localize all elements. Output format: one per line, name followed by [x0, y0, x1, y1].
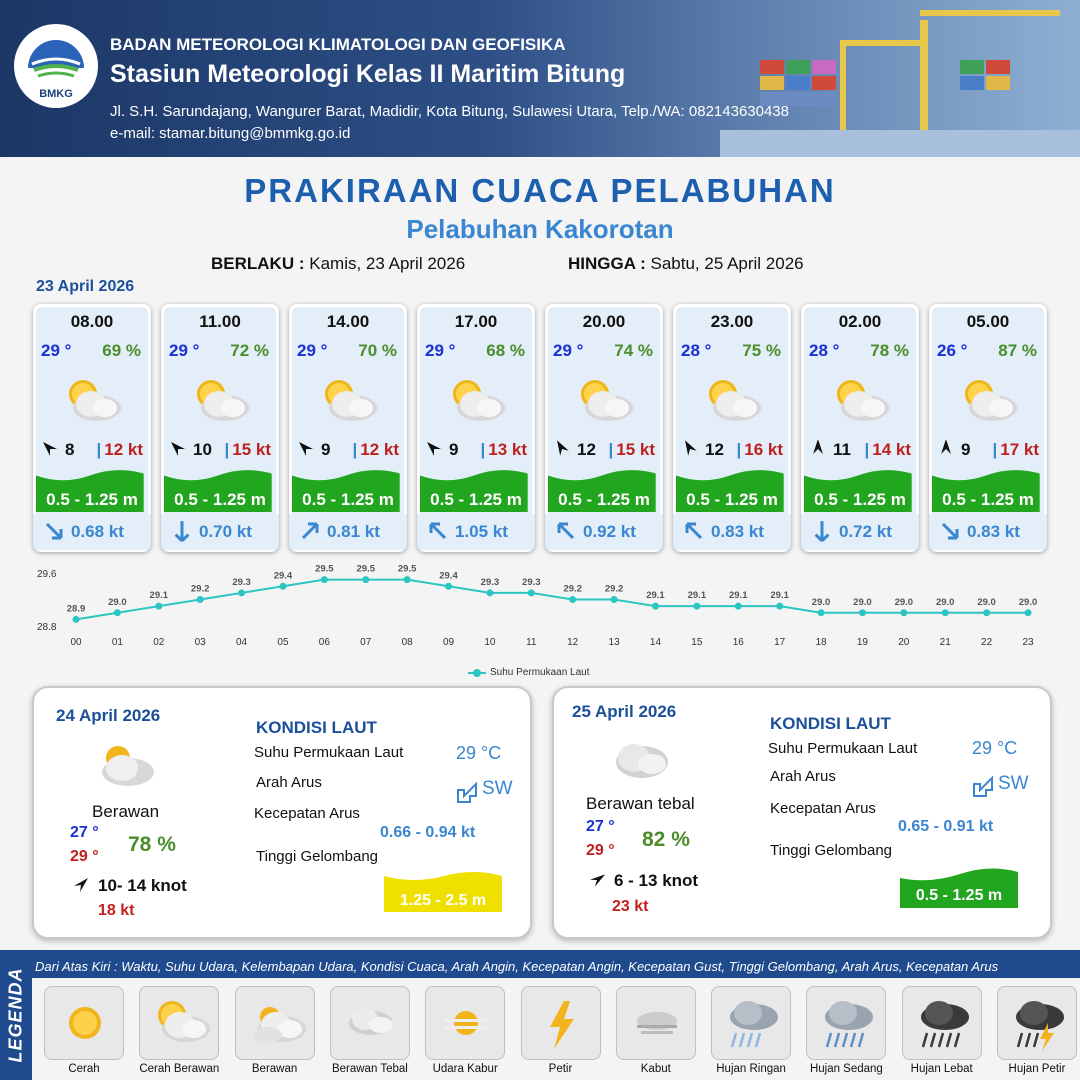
data-point: [321, 576, 328, 583]
x-tick-label: 01: [111, 637, 123, 648]
card-humidity: 72 %: [230, 341, 269, 360]
day-tmax: 29 °: [586, 842, 615, 859]
card-gust: [608, 440, 655, 460]
data-point: [279, 583, 286, 590]
wind-direction-icon: [41, 440, 59, 458]
chart-legend-label: Suhu Permukaan Laut: [490, 667, 590, 678]
hujan-petir-icon: [1008, 995, 1068, 1053]
separator: |: [864, 440, 870, 459]
wind-direction-icon: [681, 440, 699, 458]
card-time: 02.00: [838, 312, 882, 331]
hourly-card: [33, 304, 151, 552]
hourly-card: [417, 304, 535, 552]
separator: |: [736, 440, 742, 459]
x-tick-label: 12: [567, 637, 579, 648]
legend-item: [330, 986, 410, 1060]
kabut-icon: [627, 995, 687, 1053]
data-label: 29.0: [853, 596, 872, 608]
card-time: 08.00: [70, 312, 114, 331]
wind-direction-icon: [72, 876, 90, 894]
legend-item: [711, 986, 791, 1060]
day-gust: 18 kt: [98, 902, 135, 919]
card-current-speed: 0.92 kt: [583, 522, 636, 541]
wave-height-value: 1.25 - 2.5 m: [399, 892, 487, 909]
x-tick-label: 21: [939, 637, 951, 648]
card-current-speed: 0.81 kt: [327, 522, 380, 541]
data-point: [818, 609, 825, 616]
card-wind-speed: 9: [321, 440, 331, 459]
data-label: 29.1: [729, 590, 748, 602]
chart-legend-marker: [468, 669, 486, 677]
wave-height-label: Tinggi Gelombang: [256, 848, 379, 865]
x-tick-label: 16: [732, 637, 744, 648]
header-banner: [0, 0, 1080, 157]
legend-item: [806, 986, 886, 1060]
day1-date: 23 April 2026: [36, 278, 135, 295]
card-time: 14.00: [326, 312, 370, 331]
card-wave-height: 0.5 - 1.25 m: [430, 490, 522, 509]
card-current-speed: 0.72 kt: [839, 522, 892, 541]
cerah-berawan-icon: [317, 374, 383, 424]
data-point: [445, 583, 452, 590]
card-gust: [96, 440, 143, 460]
day-tmin: 27 °: [586, 818, 615, 835]
data-label: 29.2: [604, 583, 624, 595]
separator: |: [608, 440, 614, 459]
x-tick-label: 19: [856, 637, 868, 648]
separator: |: [96, 440, 102, 459]
legend-item-label: Hujan Sedang: [809, 1063, 883, 1075]
day-gust: 23 kt: [612, 898, 649, 915]
legend-item-label: Cerah Berawan: [139, 1063, 220, 1075]
card-time: 11.00: [199, 312, 241, 331]
bmkg-logo: [14, 24, 98, 108]
cerah-berawan-icon: [957, 374, 1023, 424]
day-date: 25 April 2026: [572, 702, 677, 721]
card-wave-height: 0.5 - 1.25 m: [814, 490, 906, 509]
card-temperature: 29 °: [169, 341, 200, 360]
valid-from-label: BERLAKU :: [211, 254, 305, 273]
card-temperature: 26 °: [937, 341, 968, 360]
data-label: 29.3: [232, 576, 251, 588]
hourly-card: [289, 304, 407, 552]
petir-icon: [532, 995, 592, 1053]
chart-legend: [468, 667, 590, 678]
card-gust: [736, 440, 783, 460]
day-humidity: 78 %: [128, 833, 176, 856]
card-gust-value: 16 kt: [744, 440, 783, 459]
x-tick-label: 14: [649, 637, 662, 648]
port-illustration: [720, 0, 1080, 157]
data-label: 29.4: [439, 570, 458, 582]
card-temperature: 28 °: [681, 341, 712, 360]
separator: |: [352, 440, 358, 459]
station-email: e-mail: stamar.bitung@bmmkg.go.id: [110, 125, 351, 142]
legend-item: [139, 986, 219, 1060]
card-current-speed: 0.83 kt: [967, 522, 1020, 541]
x-tick-label: 09: [442, 637, 455, 648]
card-temperature: 29 °: [425, 341, 456, 360]
berawan-tebal-icon: [606, 734, 676, 784]
port-name: Pelabuhan Kakorotan: [406, 214, 674, 244]
separator: |: [224, 440, 230, 459]
data-point: [942, 609, 949, 616]
cerah-icon: [55, 995, 115, 1053]
x-tick-label: 11: [526, 637, 537, 648]
card-humidity: 75 %: [742, 341, 781, 360]
x-tick-label: 17: [774, 637, 786, 648]
data-point: [73, 616, 80, 623]
valid-from: [211, 254, 465, 274]
data-point: [735, 603, 742, 610]
current-direction-label: Arah Arus: [770, 768, 836, 785]
wind-direction-icon: [809, 440, 827, 458]
data-label: 29.4: [273, 570, 293, 582]
x-tick-label: 05: [277, 637, 289, 648]
current-direction-icon: [454, 780, 480, 806]
day-humidity: 82 %: [642, 828, 690, 851]
data-label: 29.1: [149, 590, 169, 602]
data-label: 29.2: [190, 583, 210, 595]
data-label: 29.1: [646, 590, 665, 602]
wave-height-value: 0.5 - 1.25 m: [915, 887, 1003, 904]
data-point: [528, 589, 535, 596]
card-gust-value: 17 kt: [1000, 440, 1039, 459]
data-point: [1025, 609, 1032, 616]
x-tick-label: 22: [981, 637, 993, 648]
x-tick-label: 04: [236, 637, 248, 648]
data-point: [569, 596, 576, 603]
data-point: [238, 589, 245, 596]
page-title: PRAKIRAAN CUACA PELABUHAN: [244, 172, 836, 209]
valid-to: [568, 254, 804, 274]
current-direction-icon: [171, 520, 193, 542]
hujan-ringan-icon: [722, 995, 782, 1053]
card-gust-value: 13 kt: [488, 440, 527, 459]
wind-direction-icon: [553, 440, 571, 458]
day-tmin: 27 °: [70, 824, 99, 841]
sst-value: 29 °C: [456, 743, 502, 763]
logo-text: BMKG: [39, 88, 73, 100]
current-direction-icon: [811, 520, 833, 542]
berawan-icon: [246, 995, 306, 1053]
current-direction-label: Arah Arus: [256, 774, 322, 791]
data-point: [900, 609, 907, 616]
x-tick-label: 13: [608, 637, 620, 648]
data-point: [486, 589, 493, 596]
y-tick-label: 29.6: [37, 569, 57, 580]
legend-item-label: Hujan Ringan: [716, 1063, 786, 1075]
sst-value: 29 °C: [972, 738, 1018, 758]
legend-description: Dari Atas Kiri : Waktu, Suhu Udara, Kelembapan Udara, Kondisi Cuaca, Arah Angin, Kecepatan Angin, Kecepatan Gust, Tinggi Gelombang, Arah Arus, Kecepatan Arus: [35, 959, 999, 974]
legend-title: [4, 953, 28, 1077]
data-point: [693, 603, 700, 610]
sst-label: Suhu Permukaan Laut: [768, 740, 918, 757]
data-label: 29.2: [563, 583, 582, 595]
wind-direction-icon: [169, 440, 187, 458]
x-tick-label: 23: [1022, 637, 1034, 648]
day-date: 24 April 2026: [56, 706, 161, 725]
sea-condition-heading: KONDISI LAUT: [770, 714, 891, 733]
x-tick-label: 00: [70, 637, 82, 648]
data-label: 29.0: [1018, 596, 1038, 608]
legend-item: [235, 986, 315, 1060]
card-temperature: 29 °: [41, 341, 72, 360]
data-label: 29.5: [356, 563, 375, 575]
card-current-speed: 0.83 kt: [711, 522, 764, 541]
card-wind-speed: 9: [961, 440, 971, 459]
legend-item-label: Hujan Lebat: [910, 1063, 973, 1075]
legend-item: [44, 986, 124, 1060]
card-wind-speed: 8: [65, 440, 75, 459]
card-temperature: 28 °: [809, 341, 840, 360]
card-wave-height: 0.5 - 1.25 m: [46, 490, 138, 509]
cerah-berawan-icon: [61, 374, 127, 424]
x-tick-label: 15: [691, 637, 703, 648]
card-time: 20.00: [582, 312, 626, 331]
legend-item-label: Berawan Tebal: [331, 1063, 408, 1075]
cerah-berawan-icon: [150, 995, 210, 1053]
card-wave-height: 0.5 - 1.25 m: [942, 490, 1034, 509]
hourly-card: [161, 304, 279, 552]
cerah-berawan-icon: [829, 374, 895, 424]
day-wind: 10- 14 knot: [98, 876, 187, 895]
card-humidity: 69 %: [102, 341, 141, 360]
day-wind: 6 - 13 knot: [614, 871, 699, 890]
card-gust: [864, 440, 911, 460]
berawan-tebal-icon: [341, 995, 401, 1053]
card-current-speed: 0.68 kt: [71, 522, 124, 541]
x-tick-label: 18: [815, 637, 827, 648]
card-gust-value: 12 kt: [104, 440, 143, 459]
day-tmax: 29 °: [70, 848, 99, 865]
station-name: Stasiun Meteorologi Kelas II Maritim Bitung: [110, 60, 626, 88]
hourly-card: [929, 304, 1047, 552]
separator: |: [992, 440, 998, 459]
legend-item-label: Cerah: [68, 1063, 100, 1075]
legend-item-label: Hujan Petir: [1008, 1063, 1066, 1075]
card-gust-value: 15 kt: [232, 440, 271, 459]
x-tick-label: 03: [194, 637, 206, 648]
card-gust-value: 15 kt: [616, 440, 655, 459]
current-direction-icon: [299, 520, 321, 542]
card-wind-speed: 12: [705, 440, 724, 459]
data-point: [155, 603, 162, 610]
current-direction-icon: [555, 520, 577, 542]
legend-item: [521, 986, 601, 1060]
current-direction-icon: [970, 774, 996, 800]
udara-kabur-icon: [436, 995, 496, 1053]
agency-name: BADAN METEOROLOGI KLIMATOLOGI DAN GEOFISIKA: [110, 35, 566, 54]
data-point: [362, 576, 369, 583]
x-tick-label: 08: [401, 637, 413, 648]
current-direction-icon: [43, 520, 65, 542]
current-direction-icon: [683, 520, 705, 542]
sea-condition-heading: KONDISI LAUT: [256, 718, 377, 737]
card-humidity: 70 %: [358, 341, 397, 360]
data-label: 29.0: [977, 596, 996, 608]
wind-direction-icon: [588, 871, 606, 889]
berawan-icon: [92, 740, 162, 790]
data-point: [776, 603, 783, 610]
data-label: 29.5: [397, 563, 417, 575]
data-point: [983, 609, 990, 616]
wind-direction-icon: [297, 440, 315, 458]
data-label: 29.0: [894, 596, 914, 608]
legend-item-label: Berawan: [251, 1063, 298, 1075]
current-direction-icon: [939, 520, 961, 542]
series-line: [76, 580, 1028, 620]
card-humidity: 78 %: [870, 341, 909, 360]
data-label: 29.0: [108, 596, 127, 608]
current-speed-label: Kecepatan Arus: [770, 800, 876, 817]
day-condition: Berawan tebal: [586, 794, 695, 813]
x-tick-label: 20: [898, 637, 910, 648]
card-wind-speed: 9: [449, 440, 459, 459]
valid-to-label: HINGGA :: [568, 254, 646, 273]
x-tick-label: 07: [360, 637, 372, 648]
data-label: 29.0: [811, 596, 831, 608]
card-wave-height: 0.5 - 1.25 m: [302, 490, 394, 509]
card-wave-height: 0.5 - 1.25 m: [686, 490, 778, 509]
y-tick-label: 28.8: [37, 622, 57, 633]
hourly-card: [801, 304, 919, 552]
valid-from-value: Kamis, 23 April 2026: [309, 254, 466, 273]
legend-item-label: Petir: [548, 1063, 573, 1075]
card-wind-speed: 10: [193, 440, 212, 459]
legend-item: [425, 986, 505, 1060]
card-current-speed: 0.70 kt: [199, 522, 252, 541]
day-panel-25: [552, 686, 1052, 939]
hourly-card: [673, 304, 791, 552]
data-label: 29.0: [935, 596, 955, 608]
data-point: [652, 603, 659, 610]
hujan-sedang-icon: [817, 995, 877, 1053]
day-panel-24: [32, 686, 532, 939]
cerah-berawan-icon: [445, 374, 511, 424]
legend-item: [997, 986, 1077, 1060]
data-point: [197, 596, 204, 603]
data-point: [404, 576, 411, 583]
card-wave-height: 0.5 - 1.25 m: [558, 490, 650, 509]
data-label: 29.1: [770, 590, 789, 602]
hourly-card: [545, 304, 663, 552]
data-label: 29.1: [687, 590, 707, 602]
card-gust: [480, 440, 527, 460]
card-time: 17.00: [454, 312, 498, 331]
current-direction-value: SW: [482, 778, 513, 799]
card-humidity: 87 %: [998, 341, 1037, 360]
legend-item: [902, 986, 982, 1060]
card-gust: [224, 440, 271, 460]
legend-item-label: Kabut: [640, 1063, 671, 1075]
card-wind-speed: 12: [577, 440, 596, 459]
card-gust: [992, 440, 1039, 460]
x-tick-label: 06: [318, 637, 330, 648]
legend-item: [616, 986, 696, 1060]
current-speed-label: Kecepatan Arus: [254, 805, 360, 822]
cerah-berawan-icon: [701, 374, 767, 424]
day-condition: Berawan: [92, 802, 160, 821]
card-gust-value: 14 kt: [872, 440, 911, 459]
x-tick-label: 02: [153, 637, 165, 648]
card-wave-height: 0.5 - 1.25 m: [174, 490, 266, 509]
data-label: 29.5: [315, 563, 334, 575]
data-point: [611, 596, 618, 603]
data-label: 29.3: [480, 576, 500, 588]
valid-to-value: Sabtu, 25 April 2026: [650, 254, 804, 273]
sst-label: Suhu Permukaan Laut: [254, 744, 404, 761]
cerah-berawan-icon: [573, 374, 639, 424]
wind-direction-icon: [937, 440, 955, 458]
card-humidity: 74 %: [614, 341, 653, 360]
card-time: 05.00: [966, 312, 1010, 331]
card-humidity: 68 %: [486, 341, 525, 360]
current-direction-value: SW: [998, 773, 1029, 794]
legend-item-label: Udara Kabur: [432, 1063, 498, 1075]
card-gust: [352, 440, 399, 460]
legend-title-text: LEGENDA: [5, 967, 26, 1063]
card-gust-value: 12 kt: [360, 440, 399, 459]
data-point: [114, 609, 121, 616]
station-address: Jl. S.H. Sarundajang, Wangurer Barat, Madidir, Kota Bitung, Sulawesi Utara, Telp./WA: 082143630438: [110, 103, 789, 120]
data-point: [859, 609, 866, 616]
card-wind-speed: 11: [833, 440, 851, 459]
current-speed-value: 0.66 - 0.94 kt: [380, 824, 476, 841]
card-temperature: 29 °: [553, 341, 584, 360]
current-speed-value: 0.65 - 0.91 kt: [898, 818, 994, 835]
x-tick-label: 10: [484, 637, 496, 648]
data-label: 28.9: [66, 603, 86, 615]
card-time: 23.00: [710, 312, 754, 331]
separator: |: [480, 440, 486, 459]
current-direction-icon: [427, 520, 449, 542]
cerah-berawan-icon: [189, 374, 255, 424]
wind-direction-icon: [425, 440, 443, 458]
hujan-lebat-icon: [913, 995, 973, 1053]
card-temperature: 29 °: [297, 341, 328, 360]
data-label: 29.3: [522, 576, 541, 588]
card-current-speed: 1.05 kt: [455, 522, 508, 541]
wave-height-label: Tinggi Gelombang: [770, 842, 893, 859]
